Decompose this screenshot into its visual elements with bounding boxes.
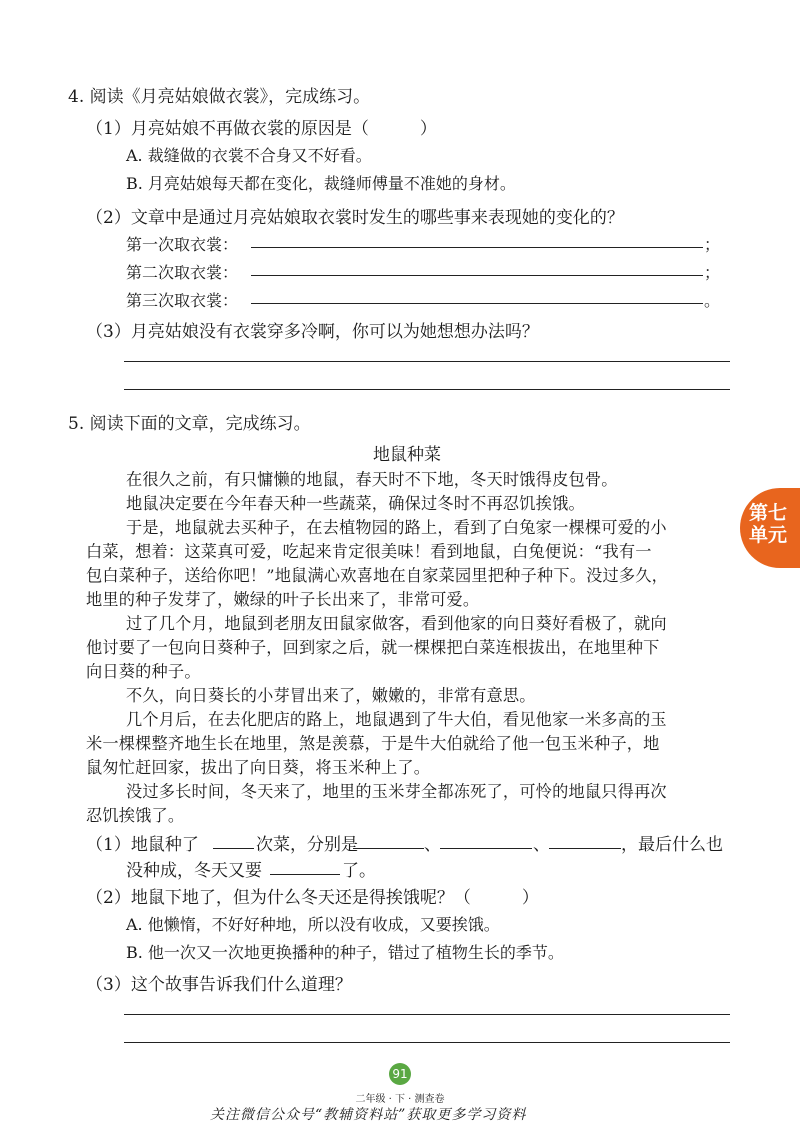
q4-fill-label-1: 第一次取衣裳：: [126, 235, 239, 254]
q4-answer-line-3[interactable]: [251, 303, 703, 304]
article-line: 几个月后，在去化肥店的路上，地鼠遇到了牛大伯，看见他家一米多高的玉: [126, 710, 667, 729]
q5-blank-count[interactable]: [213, 848, 254, 849]
q5-part1-text-d: 没种成，冬天又要: [126, 861, 262, 881]
unit-tab-line-2: 单元: [748, 524, 787, 546]
q4-fill-end-3: 。: [704, 291, 721, 310]
q4-title: 4. 阅读《月亮姑娘做衣裳》，完成练习。: [68, 87, 371, 107]
q4-answer-line-4[interactable]: [124, 361, 730, 362]
q5-answer-line-1[interactable]: [124, 1014, 730, 1015]
unit-tab: [740, 488, 800, 568]
q4-answer-line-5[interactable]: [124, 389, 730, 390]
article-title: 地鼠种菜: [373, 445, 441, 465]
q5-part1-text-c: ，最后什么也: [621, 835, 723, 855]
page-number-badge: 91: [389, 1063, 411, 1085]
q5-part1-sep-1: 、: [424, 835, 441, 855]
q4-option-b: B. 月亮姑娘每天都在变化，裁缝师傅量不准她的身材。: [126, 174, 516, 193]
q4-answer-line-2[interactable]: [251, 275, 703, 276]
article-line: 向日葵的种子。: [86, 662, 201, 681]
q4-fill-end-2: ；: [704, 263, 721, 282]
article-line: 鼠匆忙赶回家，拔出了向日葵，将玉米种上了。: [86, 758, 431, 777]
article-line: 包白菜种子，送给你吧！”地鼠满心欢喜地在自家菜园里把种子种下。没过多久，: [86, 566, 669, 585]
article-line: 过了几个月，地鼠到老朋友田鼠家做客，看到他家的向日葵好看极了，就向: [126, 614, 667, 633]
q4-fill-label-3: 第三次取衣裳：: [126, 291, 239, 310]
q5-title: 5. 阅读下面的文章，完成练习。: [68, 414, 311, 434]
q5-option-a: A. 他懒惰，不好好种地，所以没有收成，又要挨饿。: [126, 915, 500, 934]
q4-fill-end-1: ；: [704, 235, 721, 254]
q5-blank-veg-2[interactable]: [440, 848, 532, 849]
footer-promo: 关注微信公众号“教辅资料站”获取更多学习资料: [210, 1107, 527, 1123]
q5-blank-result[interactable]: [270, 874, 340, 875]
article-line: 地鼠决定要在今年春天种一些蔬菜，确保过冬时不再忍饥挨饿。: [126, 494, 585, 513]
unit-tab-line-1: 第七: [748, 502, 787, 524]
q5-answer-line-2[interactable]: [124, 1042, 730, 1043]
q4-fill-label-2: 第二次取衣裳：: [126, 263, 239, 282]
q4-part3: （3）月亮姑娘没有衣裳穿多冷啊，你可以为她想想办法吗？: [86, 322, 539, 342]
q5-part3: （3）这个故事告诉我们什么道理？: [86, 975, 352, 995]
q5-blank-veg-3[interactable]: [549, 848, 621, 849]
article-line: 不久，向日葵长的小芽冒出来了，嫩嫩的，非常有意思。: [126, 686, 536, 705]
article-line: 他讨要了一包向日葵种子，回到家之后，就一棵棵把白菜连根拔出，在地里种下: [86, 638, 660, 657]
q5-part1-text-e: 了。: [342, 861, 376, 881]
q5-option-b: B. 他一次又一次地更换播种的种子，错过了植物生长的季节。: [126, 943, 564, 962]
q5-part2: （2）地鼠下地了，但为什么冬天还是得挨饿呢？（ ）: [86, 888, 539, 908]
article-line: 于是，地鼠就去买种子，在去植物园的路上，看到了白兔家一棵棵可爱的小: [126, 518, 667, 537]
q5-part1-text-a: （1）地鼠种了: [86, 835, 199, 855]
article-line: 米一棵棵整齐地生长在地里，煞是羡慕，于是牛大伯就给了他一包玉米种子，地: [86, 734, 660, 753]
article-line: 忍饥挨饿了。: [86, 806, 185, 825]
footer-subtitle: 二年级 · 下 · 测查卷: [355, 1094, 445, 1105]
article-line: 白菜，想着：这菜真可爱，吃起来肯定很美味！看到地鼠，白兔便说：“我有一: [86, 542, 652, 561]
q5-part1-text-b: 次菜，分别是: [256, 835, 358, 855]
q4-option-a: A. 裁缝做的衣裳不合身又不好看。: [126, 146, 372, 165]
article-line: 在很久之前，有只慵懒的地鼠，春天时不下地，冬天时饿得皮包骨。: [126, 470, 618, 489]
q4-part2: （2）文章中是通过月亮姑娘取衣裳时发生的哪些事来表现她的变化的？: [86, 208, 624, 228]
q4-part1: （1）月亮姑娘不再做衣裳的原因是（ ）: [86, 119, 437, 139]
q4-answer-line-1[interactable]: [251, 247, 703, 248]
q5-part1-sep-2: 、: [533, 835, 550, 855]
article-line: 没过多长时间，冬天来了，地里的玉米芽全都冻死了，可怜的地鼠只得再次: [126, 782, 667, 801]
q5-blank-veg-1[interactable]: [353, 848, 424, 849]
article-line: 地里的种子发芽了，嫩绿的叶子长出来了，非常可爱。: [86, 590, 480, 609]
